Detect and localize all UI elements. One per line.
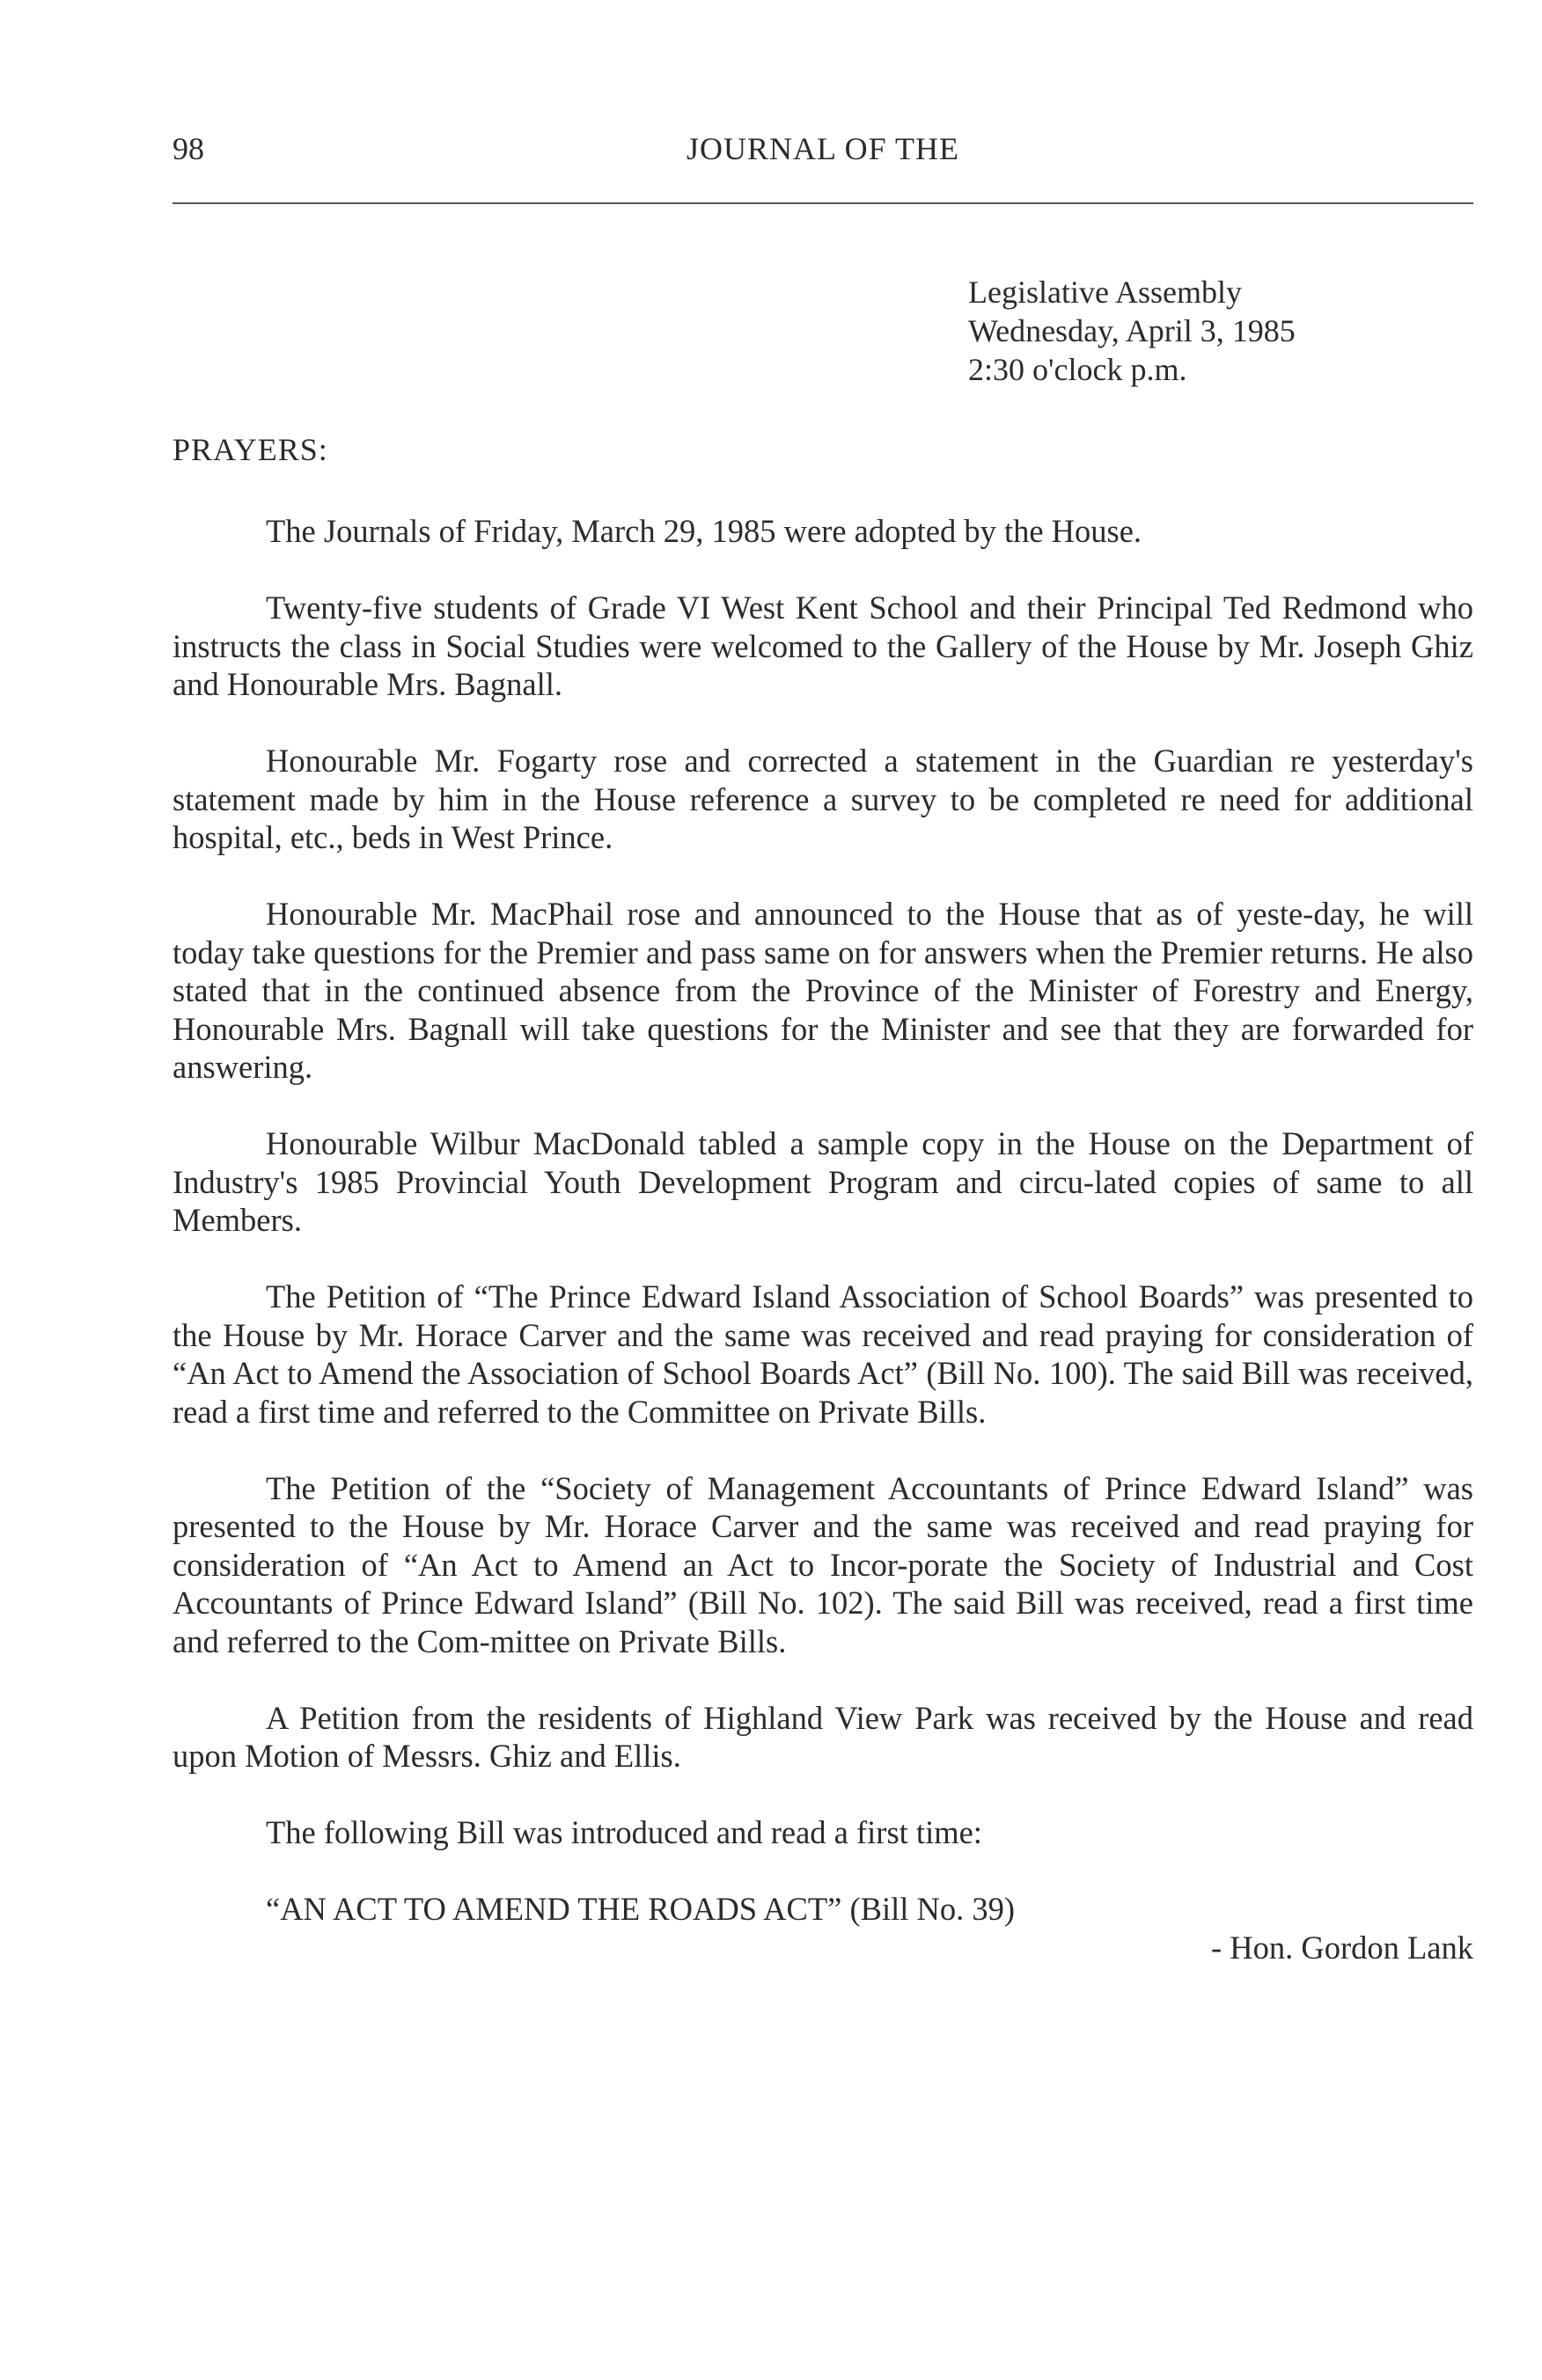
paragraph-petition-accountants: The Petition of the “Society of Management Accountants of Prince Edward Island” was presented to the House by Mr. Horace Carver and the same was received and read praying for consideration of “An Act to Amend an Act to Incor-porate the Society of Industrial and Cost Accountants of Prince Edward Island” (Bill No. 102). The said Bill was received, read a first time and referred to the Com-mittee on Private Bills. [173,1469,1473,1659]
paragraph-petition-highland-view: A Petition from the residents of Highland View Park was received by the House and read upon Motion of Messrs. Ghiz and Ellis. [173,1699,1473,1774]
journal-body [173,512,1473,2005]
dateline-assembly: Legislative Assembly [968,275,1242,310]
paragraph-bill-introduced: The following Bill was introduced and read a first time: [266,1814,982,1850]
dateline-date: Wednesday, April 3, 1985 [968,313,1296,348]
bill-title: “AN ACT TO AMEND THE ROADS ACT” (Bill No. 39) [266,1891,1016,1927]
bill-sponsor: - Hon. Gordon Lank [1210,1929,1473,1966]
running-head: JOURNAL OF THE [686,131,959,166]
paragraph-journals-adopted: The Journals of Friday, March 29, 1985 were adopted by the House. [266,513,1142,549]
paragraph-fogarty-correction: Honourable Mr. Fogarty rose and corrected a statement in the Guardian re yesterday's statement made by him in the House reference a survey to be completed re need for additional hospital, etc., beds in West Prince. [173,743,1473,855]
page-header [173,130,1473,183]
session-dateline [968,273,1296,389]
header-rule [173,202,1473,204]
prayers-heading: PRAYERS: [173,432,328,467]
paragraph-macdonald-tabled: Honourable Wilbur MacDonald tabled a sample copy in the House on the Department of Industry's 1985 Provincial Youth Development Program and circu-lated copies of same to all Members. [173,1125,1473,1238]
paragraph-students-welcomed: Twenty-five students of Grade VI West Kent School and their Principal Ted Redmond who instructs the class in Social Studies were welcomed to the Gallery of the House by Mr. Joseph Ghiz and Honourable Mrs. Bagnall. [173,590,1473,702]
dateline-time: 2:30 o'clock p.m. [968,352,1187,387]
paragraph-macphail-announcement: Honourable Mr. MacPhail rose and announced to the House that as of yeste-day, he will today take questions for the Premier and pass same on for answers when the Premier returns. He also stated that in the continued absence from the Province of the Minister of Forestry and Energy, Honourable Mrs. Bagnall will take questions for the Minister and see that they are forwarded for answering. [173,896,1473,1085]
page-number: 98 [173,131,204,166]
paragraph-petition-school-boards: The Petition of “The Prince Edward Island Association of School Boards” was presented to the House by Mr. Horace Carver and the same was received and read praying for consideration of “An Act to Amend the Association of School Boards Act” (Bill No. 100). The said Bill was received, read a first time and referred to the Committee on Private Bills. [173,1278,1473,1430]
